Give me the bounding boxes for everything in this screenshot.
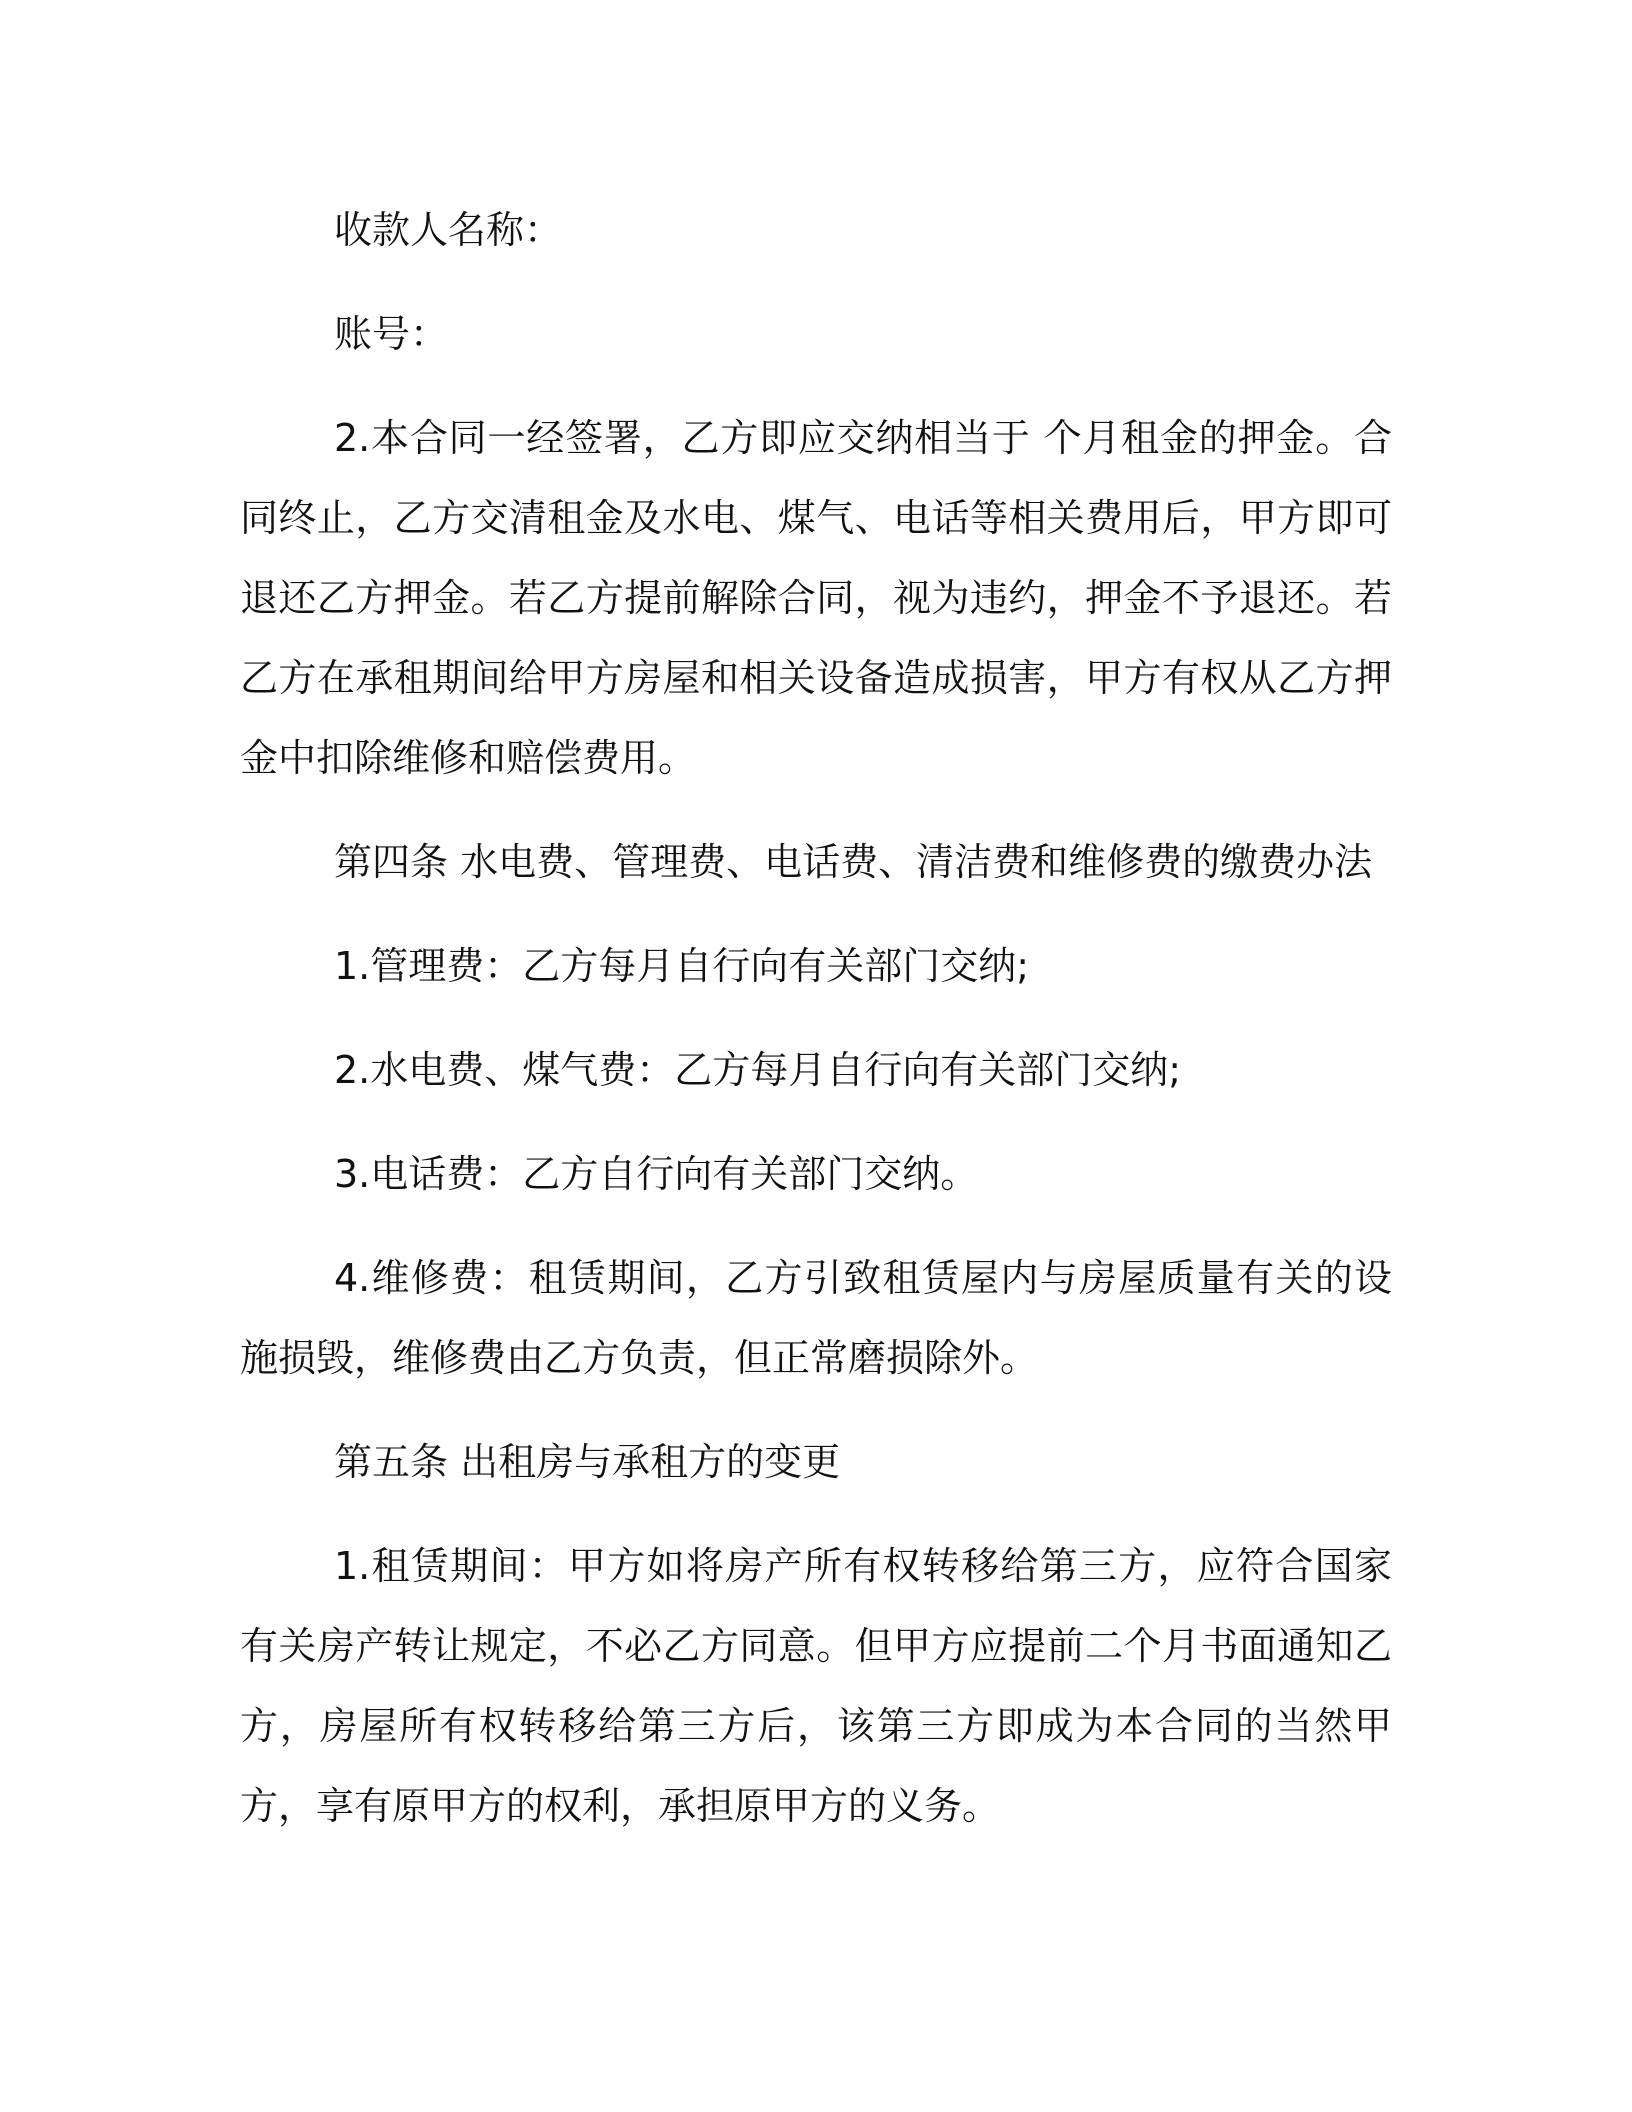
phone-fee-clause: 3.电话费：乙方自行向有关部门交纳。 bbox=[334, 1152, 979, 1196]
account-number-line: 账号： bbox=[334, 312, 449, 356]
article-four-heading: 第四条 水电费、管理费、电话费、清洁费和维修费的缴费办法 bbox=[334, 840, 1373, 884]
maintenance-fee-clause: 4.维修费：租赁期间，乙方引致租赁屋内与房屋质量有关的设施损毁，维修费由乙方负责，但正常磨损除外。 bbox=[240, 1256, 1392, 1380]
document-page bbox=[240, 190, 1392, 1870]
management-fee-clause: 1.管理费：乙方每月自行向有关部门交纳; bbox=[334, 944, 1030, 988]
payee-name-line: 收款人名称： bbox=[334, 208, 563, 252]
ownership-transfer-clause: 1.租赁期间：甲方如将房产所有权转移给第三方，应符合国家有关房产转让规定，不必乙方同意。但甲方应提前二个月书面通知乙方，房屋所有权转移给第三方后，该第三方即成为本合同的当然甲方，享有原甲方的权利，承担原甲方的义务。 bbox=[240, 1544, 1392, 1828]
deposit-clause: 2.本合同一经签署，乙方即应交纳相当于 个月租金的押金。合同终止，乙方交清租金及水电、煤气、电话等相关费用后，甲方即可退还乙方押金。若乙方提前解除合同，视为违约，押金不予退还。若乙方在承租期间给甲方房屋和相关设备造成损害，甲方有权从乙方押金中扣除维修和赔偿费用。 bbox=[240, 416, 1392, 780]
article-five-heading: 第五条 出租房与承租方的变更 bbox=[334, 1440, 841, 1484]
utilities-fee-clause: 2.水电费、煤气费：乙方每月自行向有关部门交纳; bbox=[334, 1048, 1182, 1092]
